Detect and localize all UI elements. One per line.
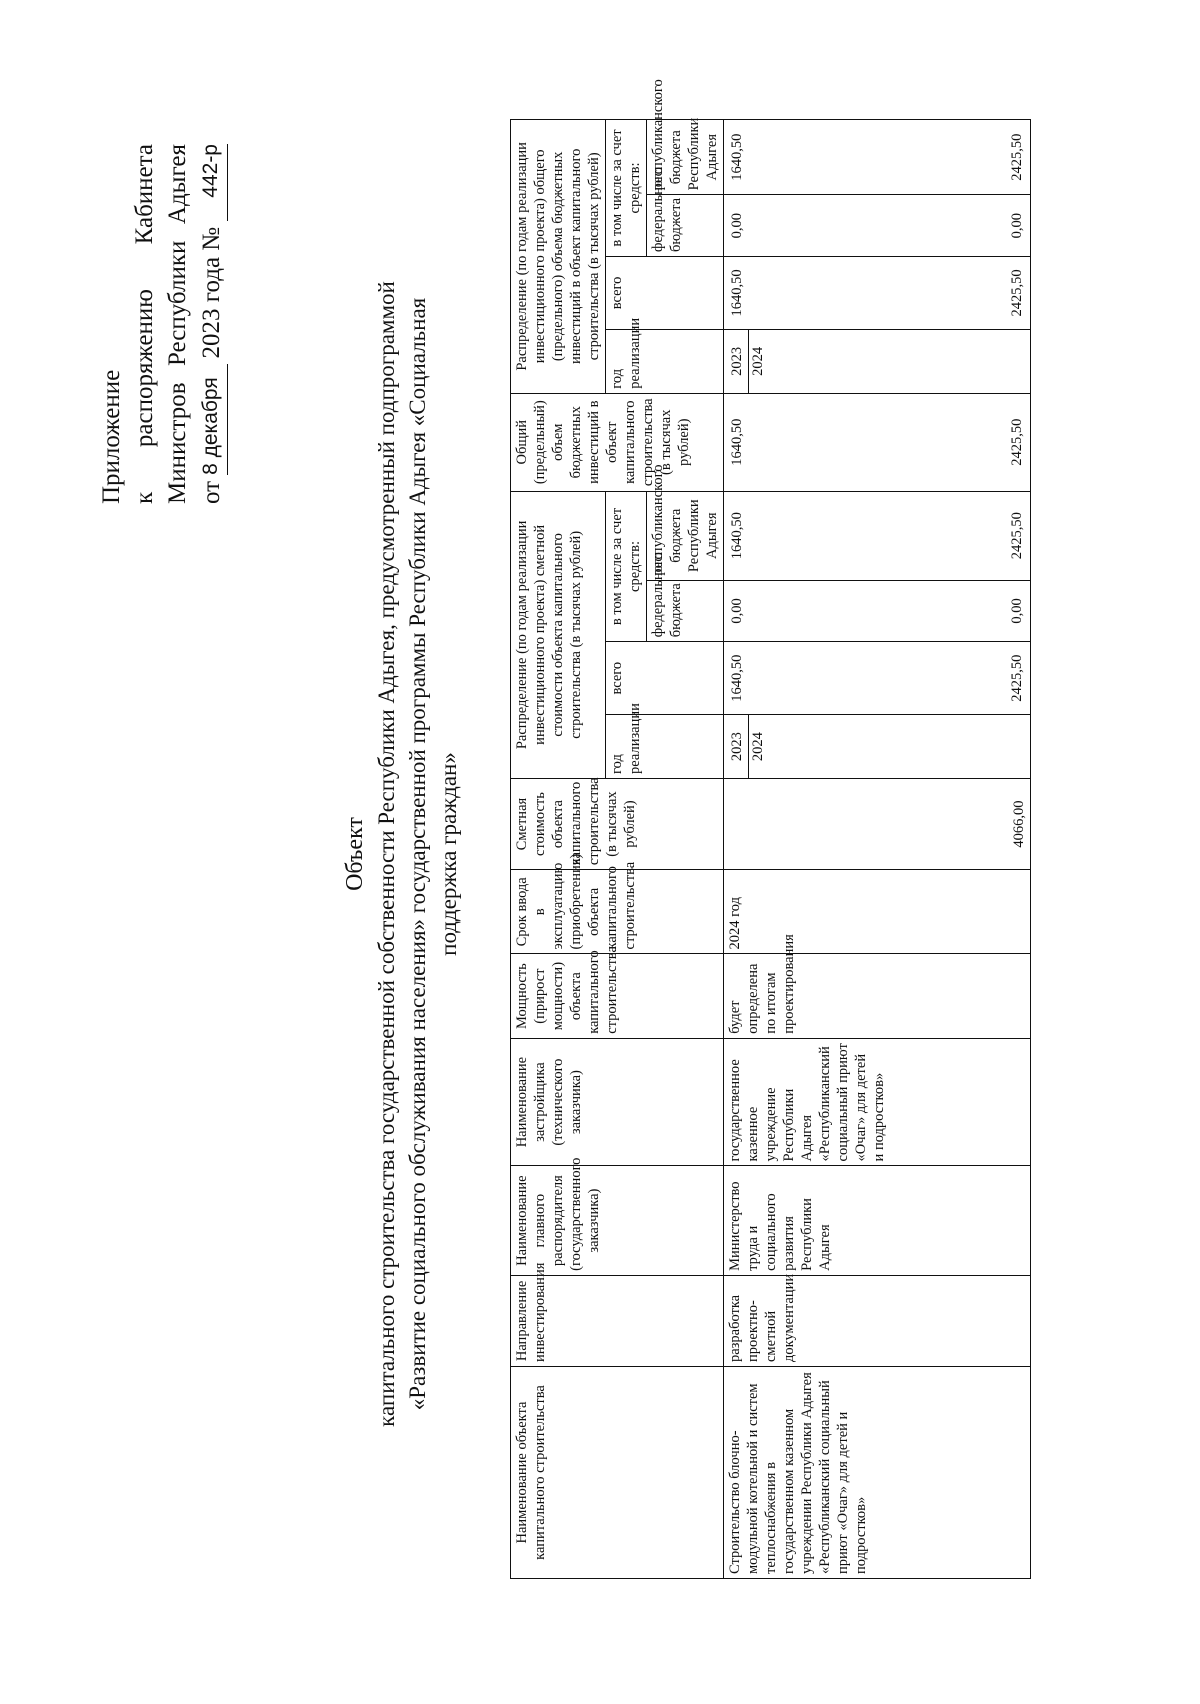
th-chief-manager: Наименование главного распорядителя (государственного заказчика) — [511, 1166, 724, 1275]
cell-capacity: будет определена по итогам проектирования — [724, 954, 1031, 1038]
cell-years-1 — [724, 715, 1031, 779]
d2-fed-2023: 0,00 — [729, 213, 745, 239]
th-federal-2: федерального бюджета — [647, 195, 724, 257]
appendix-line1: Приложение — [98, 369, 125, 504]
appendix-line3 — [161, 144, 194, 504]
th-incl-1: в том числе за счет средств: — [606, 491, 647, 641]
cell-years-2 — [724, 329, 1031, 393]
appendix-republic: Республики — [164, 240, 191, 367]
appendix-date-line — [194, 144, 228, 504]
cell-d1-total — [724, 642, 1031, 715]
year2-2024: 2024 — [748, 330, 767, 393]
cell-object-name: Строительство блочно-модульной котельной и систем теплоснабжения в государственном казенном учреждении Республики Адыгея «Республиканский социальный приют «Очаг» для детей и подростков» — [724, 1367, 1031, 1579]
d1-fed-2024: 0,00 — [1009, 598, 1025, 624]
title-line3: поддержка граждан» — [436, 752, 461, 956]
th-capacity: Мощность (прирост мощности) объекта капитального строительства — [511, 954, 724, 1038]
th-distribution-estimate: Распределение (по годам реализации инвестиционного проекта) сметной стоимости объекта капитального строительства (в тысячах рублей) — [511, 491, 606, 778]
appendix-ministers: Министров — [164, 382, 191, 504]
th-total-volume: Общий (предельный) объем бюджетных инвестиций в объект капитального строительства (в тысячах рублей) — [511, 393, 724, 491]
appendix-order: распоряжению — [131, 289, 158, 448]
cell-term: 2024 год — [724, 870, 1031, 954]
cell-chief-manager: Министерство труда и социального развития Республики Адыгея — [724, 1166, 1031, 1275]
title-line1: капитального строительства государственной собственности Республики Адыгея, предусмотренный подпрограммой — [374, 281, 399, 1427]
th-term: Срок ввода в эксплуатацию (приобретения) объекта капитального строительства — [511, 870, 724, 954]
d2-rep-2024: 2425,50 — [1009, 133, 1025, 181]
th-year-2: год реализации — [606, 329, 724, 393]
appendix-cabinet: Кабинета — [131, 144, 158, 245]
th-developer: Наименование застройщика (технического заказчика) — [511, 1038, 724, 1166]
cell-estimated-cost: 4066,00 — [724, 778, 1031, 869]
date-year: 2023 года № — [198, 226, 225, 359]
date-prefix: от — [198, 480, 225, 504]
th-year-1: год реализации — [606, 715, 724, 779]
th-republic-2: республиканского бюджета Республики Адыгея — [647, 120, 724, 195]
header-row-1 — [511, 120, 606, 1579]
th-federal-1: федерального бюджета — [647, 580, 724, 642]
d1-total-2023: 1640,50 — [729, 654, 745, 702]
date-handwritten: 8 декабря — [194, 364, 228, 474]
title-line2: «Развитие социального обслуживания населения» государственной программы Республики Адыгея «Социальная — [405, 297, 430, 1411]
appendix-adygea: Адыгея — [164, 144, 191, 225]
year2-2023: 2023 — [729, 346, 745, 376]
th-object-name: Наименование объекта капитального строительства — [511, 1367, 724, 1579]
d2-fed-2024: 0,00 — [1009, 213, 1025, 239]
th-estimated-cost: Сметная стоимость объекта капитального строительства (в тысячах рублей) — [511, 778, 724, 869]
cell-d1-republic — [724, 491, 1031, 580]
order-number: 442-р — [194, 144, 228, 221]
table-row — [724, 120, 1031, 1579]
cell-direction: разработка проектно-сметной документации — [724, 1275, 1031, 1366]
document-title — [340, 184, 464, 1524]
d2-rep-2023: 1640,50 — [729, 133, 745, 181]
cell-developer: государственное казенное учреждение Республики Адыгея «Республиканский социальный приют «Очаг» для детей и подростков» — [724, 1038, 1031, 1166]
d1-total-2024: 2425,50 — [1009, 654, 1025, 702]
appendix-block — [95, 144, 228, 504]
d2-total-2023: 1640,50 — [729, 269, 745, 317]
vol-2024: 2425,50 — [1009, 418, 1025, 466]
th-total-2: всего — [606, 256, 724, 329]
investment-table — [510, 79, 1031, 1579]
title-heading: Объект — [342, 817, 368, 891]
d1-rep-2023: 1640,50 — [729, 512, 745, 560]
d1-rep-2024: 2425,50 — [1009, 512, 1025, 560]
cell-total-volume — [724, 393, 1031, 491]
th-total-1: всего — [606, 642, 724, 715]
appendix-line2 — [128, 144, 161, 504]
cell-d2-republic — [724, 120, 1031, 195]
d1-fed-2023: 0,00 — [729, 598, 745, 624]
th-distribution-volume: Распределение (по годам реализации инвестиционного проекта) общего (предельного) объема бюджетных инвестиций в объект капитального строительства (в тысячах рублей) — [511, 120, 606, 394]
year-2024: 2024 — [748, 715, 767, 778]
d2-total-2024: 2425,50 — [1009, 269, 1025, 317]
cell-d1-federal — [724, 580, 1031, 642]
th-republic-1: республиканского бюджета Республики Адыгея — [647, 491, 724, 580]
th-direction: Направление инвестирования — [511, 1275, 724, 1366]
th-incl-2: в том числе за счет средств: — [606, 120, 647, 257]
vol-2023: 1640,50 — [729, 418, 745, 466]
cell-d2-total — [724, 256, 1031, 329]
appendix-k: к — [131, 491, 158, 504]
cell-d2-federal — [724, 195, 1031, 257]
year-2023: 2023 — [729, 732, 745, 762]
